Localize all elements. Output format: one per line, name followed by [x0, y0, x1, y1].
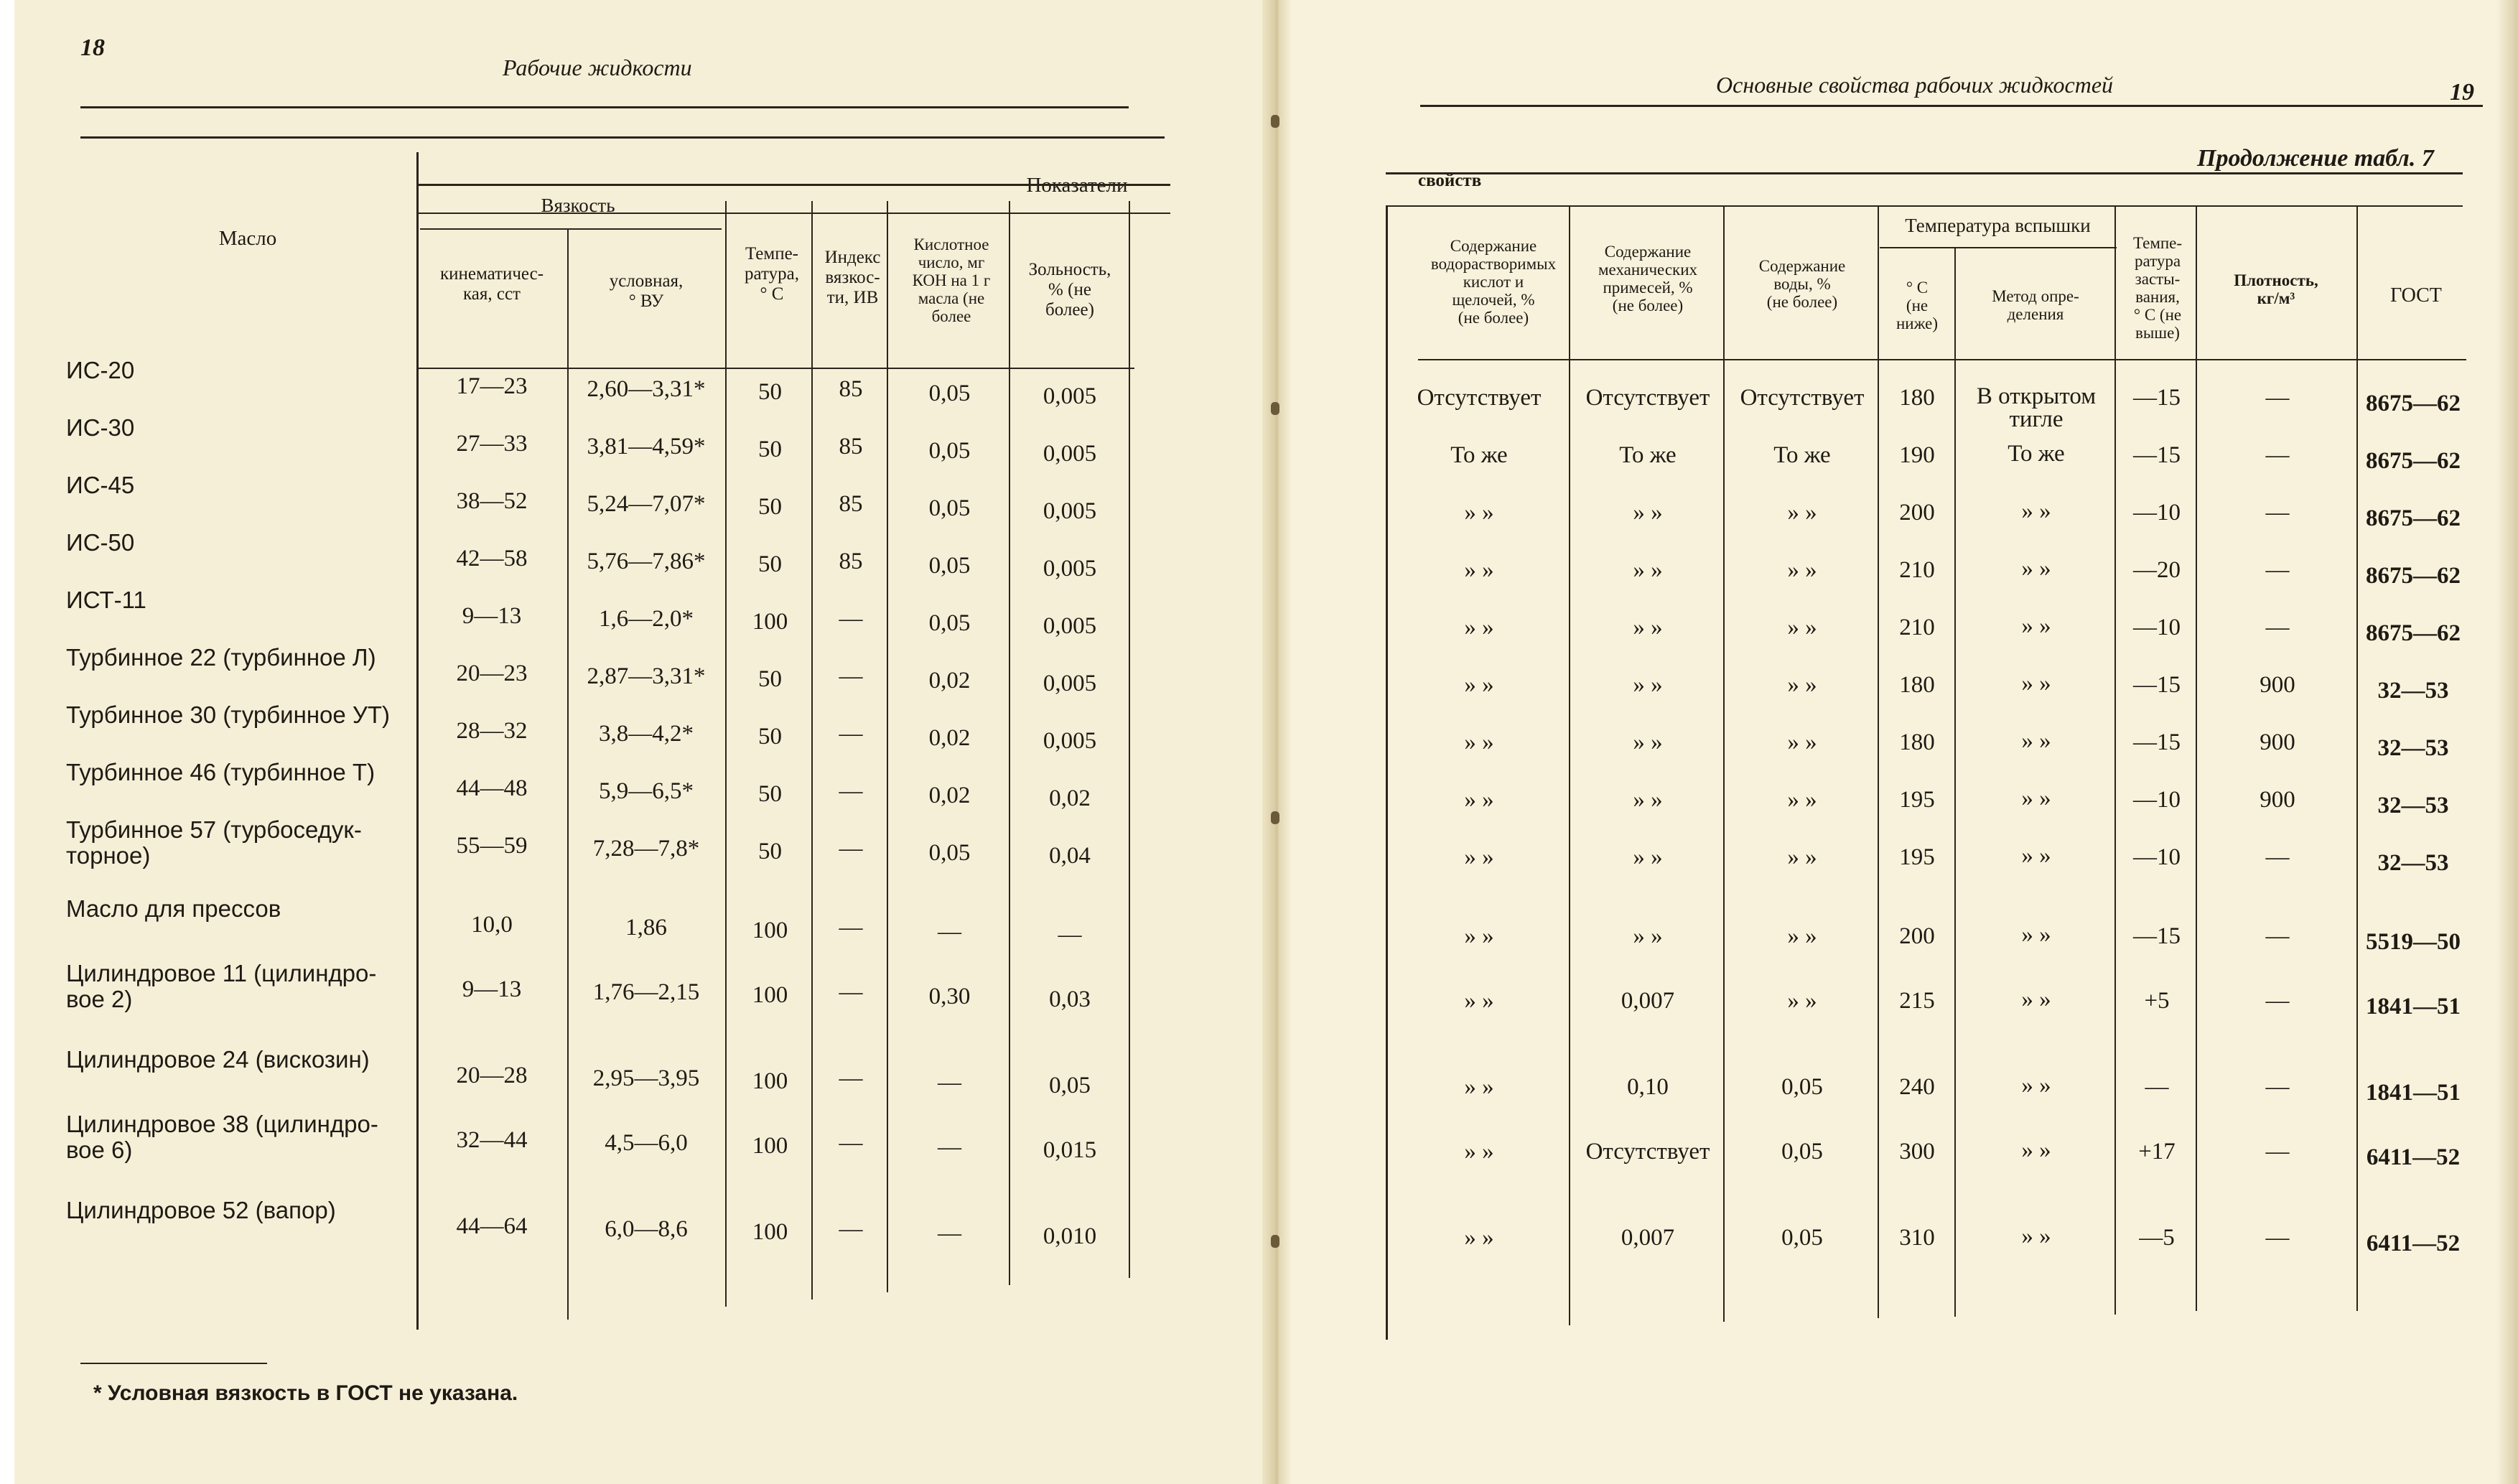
group-header-rule — [416, 184, 1170, 186]
col-divider — [2356, 205, 2358, 1311]
flash-point: 180 — [1899, 672, 1935, 698]
mechanical-impurities: 0,10 — [1627, 1074, 1669, 1100]
density: — — [2265, 1225, 2290, 1251]
table-top-rule — [1386, 172, 2463, 174]
ash-content: 0,02 — [1049, 785, 1091, 811]
binding-hole — [1271, 402, 1279, 415]
oil-name: Цилиндровое 11 (цилиндро- вое 2) — [66, 960, 377, 1012]
flash-point: 200 — [1899, 923, 1935, 949]
gost-number: 1841—51 — [2366, 994, 2461, 1019]
kinematic-viscosity: 38—52 — [456, 488, 528, 514]
water-content: » » — [1787, 844, 1817, 870]
col-header-flash-celsius: ° С (не ниже) — [1896, 279, 1939, 332]
water-soluble-acids: » » — [1464, 1074, 1494, 1100]
acid-number: 0,05 — [928, 495, 971, 521]
flash-point: 190 — [1899, 442, 1935, 468]
water-content: » » — [1787, 787, 1817, 813]
water-content: » » — [1787, 923, 1817, 949]
temperature-value: 50 — [758, 494, 782, 520]
ash-content: 0,05 — [1049, 1073, 1091, 1098]
kinematic-viscosity: 20—23 — [456, 661, 528, 686]
scan-margin — [0, 0, 16, 1484]
mechanical-impurities: Отсутствует — [1585, 385, 1710, 411]
oil-name: ИС-30 — [66, 414, 135, 441]
acid-number: 0,05 — [928, 553, 971, 579]
acid-number: 0,02 — [928, 725, 971, 751]
viscosity-index: — — [839, 778, 863, 804]
kinematic-viscosity: 28—32 — [456, 718, 528, 744]
density: — — [2265, 442, 2290, 468]
mechanical-impurities: То же — [1619, 442, 1677, 468]
mechanical-impurities: » » — [1633, 844, 1663, 870]
flash-point: 210 — [1899, 615, 1935, 640]
temperature-value: 50 — [758, 551, 782, 577]
gost-number: 32—53 — [2377, 678, 2449, 704]
mechanical-impurities: » » — [1633, 557, 1663, 583]
kinematic-viscosity: 42—58 — [456, 546, 528, 571]
ash-content: 0,005 — [1043, 613, 1097, 639]
pour-point: —10 — [2133, 615, 2181, 640]
oil-name: ИС-45 — [66, 472, 135, 498]
density: — — [2265, 1139, 2290, 1165]
gost-number: 8675—62 — [2366, 448, 2461, 474]
flash-point: 300 — [1899, 1139, 1935, 1165]
conditional-viscosity: 1,86 — [625, 915, 667, 941]
mechanical-impurities: » » — [1633, 615, 1663, 640]
header-rule — [1420, 105, 2483, 107]
oil-name: Цилиндровое 24 (вискозин) — [66, 1046, 370, 1073]
col-divider — [1954, 247, 1956, 1317]
col-header-water-soluble-acids: Содержание водорастворимых кислот и щелочей, % (не более) — [1430, 237, 1557, 327]
pour-point: —15 — [2133, 923, 2181, 949]
col-divider — [416, 152, 419, 1330]
oil-name: Турбинное 46 (турбинное Т) — [66, 759, 376, 785]
pour-point: —10 — [2133, 500, 2181, 526]
conditional-viscosity: 2,95—3,95 — [592, 1065, 700, 1091]
gost-number: 8675—62 — [2366, 620, 2461, 646]
flash-method: » » — [2021, 1073, 2051, 1098]
group-header-indicators: Показатели — [1026, 174, 1128, 197]
temperature-value: 50 — [758, 781, 782, 807]
density: — — [2265, 1074, 2290, 1100]
col-divider — [1386, 205, 1388, 1340]
conditional-viscosity: 2,87—3,31* — [587, 663, 706, 689]
viscosity-index: 85 — [839, 549, 863, 574]
mechanical-impurities: 0,007 — [1621, 1225, 1675, 1251]
density: — — [2265, 557, 2290, 583]
col-header-gost: ГОСТ — [2390, 284, 2442, 307]
temperature-value: 100 — [752, 982, 788, 1008]
flash-method: » » — [2021, 843, 2051, 869]
water-soluble-acids: » » — [1464, 615, 1494, 640]
viscosity-index: — — [839, 663, 863, 689]
oil-name: Турбинное 30 (турбинное УТ) — [66, 701, 391, 728]
water-content: 0,05 — [1781, 1225, 1823, 1251]
density: — — [2265, 500, 2290, 526]
col-divider — [887, 201, 888, 1292]
water-content: » » — [1787, 988, 1817, 1014]
pour-point: +17 — [2138, 1139, 2176, 1165]
pour-point: —5 — [2139, 1225, 2175, 1251]
water-content: Отсутствует — [1740, 385, 1865, 411]
acid-number: — — [938, 1221, 961, 1246]
ash-content: 0,03 — [1049, 986, 1091, 1012]
col-divider — [1569, 205, 1570, 1325]
water-content: » » — [1787, 729, 1817, 755]
oil-name: ИС-20 — [66, 357, 135, 383]
density: 900 — [2260, 672, 2295, 698]
flash-point: 195 — [1899, 787, 1935, 813]
flash-method: » » — [2021, 671, 2051, 696]
pour-point: —20 — [2133, 557, 2181, 583]
gost-number: 5519—50 — [2366, 929, 2461, 955]
density: — — [2265, 385, 2290, 411]
acid-number: 0,02 — [928, 668, 971, 694]
water-soluble-acids: » » — [1464, 1225, 1494, 1251]
flash-point: 180 — [1899, 385, 1935, 411]
acid-number: 0,02 — [928, 783, 971, 808]
col-divider — [2114, 205, 2116, 1315]
flash-point: 195 — [1899, 844, 1935, 870]
mechanical-impurities: » » — [1633, 500, 1663, 526]
temperature-value: 100 — [752, 1133, 788, 1159]
mechanical-impurities: » » — [1633, 923, 1663, 949]
oil-name: Цилиндровое 38 (цилиндро- вое 6) — [66, 1111, 378, 1163]
flash-rule — [1880, 247, 2117, 248]
gost-number: 32—53 — [2377, 735, 2449, 761]
page-edge — [2496, 0, 2518, 1484]
temperature-value: 50 — [758, 437, 782, 462]
mechanical-impurities: » » — [1633, 787, 1663, 813]
conditional-viscosity: 3,81—4,59* — [587, 434, 706, 459]
temperature-value: 50 — [758, 724, 782, 750]
table-continuation: Продолжение табл. 7 — [2197, 145, 2434, 172]
density: — — [2265, 988, 2290, 1014]
col-header-viscosity-index: Индекс вязкос- ти, ИВ — [824, 248, 881, 307]
flash-point: 210 — [1899, 557, 1935, 583]
water-soluble-acids: » » — [1464, 1139, 1494, 1165]
viscosity-index: — — [839, 721, 863, 747]
temperature-value: 100 — [752, 1068, 788, 1094]
left-running-title: Рабочие жидкости — [503, 55, 692, 80]
water-soluble-acids: » » — [1464, 844, 1494, 870]
temperature-value: 100 — [752, 918, 788, 943]
water-content: » » — [1787, 500, 1817, 526]
col-header-oil: Масло — [218, 227, 277, 250]
col-header-density: Плотность, кг/м³ — [2234, 271, 2318, 307]
ash-content: 0,005 — [1043, 556, 1097, 582]
flash-method: » » — [2021, 922, 2051, 948]
ash-content: — — [1058, 922, 1082, 948]
ash-content: 0,005 — [1043, 498, 1097, 524]
col-divider — [725, 201, 727, 1307]
viscosity-index: — — [839, 1065, 863, 1091]
flash-method: » » — [2021, 1137, 2051, 1163]
viscosity-index: — — [839, 1130, 863, 1156]
group-header-properties: свойств — [1418, 171, 1482, 190]
ash-content: 0,005 — [1043, 671, 1097, 696]
gost-number: 1841—51 — [2366, 1080, 2461, 1106]
ash-content: 0,04 — [1049, 843, 1091, 869]
acid-number: 0,30 — [928, 984, 971, 1009]
gost-number: 6411—52 — [2366, 1231, 2461, 1256]
water-soluble-acids: » » — [1464, 729, 1494, 755]
flash-method: » » — [2021, 785, 2051, 811]
acid-number: 0,05 — [928, 438, 971, 464]
conditional-viscosity: 2,60—3,31* — [587, 376, 706, 402]
water-content: » » — [1787, 672, 1817, 698]
oil-name: ИСТ-11 — [66, 587, 146, 613]
col-header-acid-number: Кислотное число, мг КОН на 1 г масла (не более — [912, 235, 991, 325]
conditional-viscosity: 5,76—7,86* — [587, 549, 706, 574]
mechanical-impurities: » » — [1633, 729, 1663, 755]
flash-method: » » — [2021, 498, 2051, 524]
oil-name: Турбинное 57 (турбоседук- торное) — [66, 816, 362, 869]
density: 900 — [2260, 787, 2295, 813]
col-header-kinematic: кинематичес- кая, сст — [439, 264, 544, 304]
acid-number: 0,05 — [928, 610, 971, 636]
gost-number: 8675—62 — [2366, 505, 2461, 531]
pour-point: —15 — [2133, 385, 2181, 411]
acid-number: — — [938, 1070, 961, 1096]
col-header-ash: Зольность, % (не более) — [1028, 260, 1111, 319]
kinematic-viscosity: 9—13 — [462, 976, 522, 1002]
col-divider — [1723, 205, 1725, 1322]
flash-point: 200 — [1899, 500, 1935, 526]
viscosity-rule — [420, 228, 722, 230]
viscosity-index: 85 — [839, 376, 863, 402]
temperature-value: 50 — [758, 379, 782, 405]
flash-method: » » — [2021, 1223, 2051, 1249]
viscosity-index: 85 — [839, 491, 863, 517]
water-soluble-acids: » » — [1464, 672, 1494, 698]
mechanical-impurities: Отсутствует — [1585, 1139, 1710, 1165]
col-divider — [811, 201, 813, 1299]
water-content: 0,05 — [1781, 1074, 1823, 1100]
conditional-viscosity: 1,76—2,15 — [592, 979, 700, 1005]
col-header-method: Метод опре- деления — [1992, 287, 2079, 323]
viscosity-index: — — [839, 1216, 863, 1242]
water-soluble-acids: » » — [1464, 557, 1494, 583]
mechanical-impurities: 0,007 — [1621, 988, 1675, 1014]
viscosity-index: — — [839, 979, 863, 1005]
col-divider — [2196, 205, 2197, 1311]
density: 900 — [2260, 729, 2295, 755]
conditional-viscosity: 1,6—2,0* — [599, 606, 694, 632]
water-content: 0,05 — [1781, 1139, 1823, 1165]
oil-name: Масло для прессов — [66, 895, 281, 922]
ash-content: 0,010 — [1043, 1223, 1097, 1249]
col-header-conditional: условная, ° ВУ — [609, 271, 684, 311]
gost-number: 32—53 — [2377, 850, 2449, 876]
col-divider — [567, 228, 569, 1320]
col-divider — [1009, 201, 1010, 1285]
conditional-viscosity: 5,24—7,07* — [587, 491, 706, 517]
gost-number: 6411—52 — [2366, 1144, 2461, 1170]
water-content: То же — [1773, 442, 1831, 468]
flash-point: 215 — [1899, 988, 1935, 1014]
acid-number: — — [938, 919, 961, 945]
gost-number: 8675—62 — [2366, 391, 2461, 416]
water-soluble-acids: Отсутствует — [1417, 385, 1542, 411]
flash-point: 310 — [1899, 1225, 1935, 1251]
conditional-viscosity: 5,9—6,5* — [599, 778, 694, 804]
water-soluble-acids: » » — [1464, 500, 1494, 526]
kinematic-viscosity: 55—59 — [456, 833, 528, 859]
col-divider — [1129, 201, 1130, 1278]
density: — — [2265, 615, 2290, 640]
binding-hole — [1271, 115, 1279, 128]
oil-name: Турбинное 22 (турбинное Л) — [66, 644, 376, 671]
ash-content: 0,005 — [1043, 441, 1097, 467]
acid-number: 0,05 — [928, 381, 971, 406]
col-divider — [1878, 205, 1879, 1318]
mechanical-impurities: » » — [1633, 672, 1663, 698]
conditional-viscosity: 6,0—8,6 — [605, 1216, 688, 1242]
book-gutter — [1262, 0, 1291, 1484]
water-content: » » — [1787, 557, 1817, 583]
pour-point: —15 — [2133, 729, 2181, 755]
viscosity-index: 85 — [839, 434, 863, 459]
footnote-rule — [80, 1363, 267, 1364]
density: — — [2265, 923, 2290, 949]
right-page-number: 19 — [2450, 79, 2474, 106]
density: — — [2265, 844, 2290, 870]
water-soluble-acids: То же — [1450, 442, 1508, 468]
kinematic-viscosity: 44—48 — [456, 775, 528, 801]
acid-number: 0,05 — [928, 840, 971, 866]
flash-method: В открытом тигле — [1976, 383, 2097, 432]
ash-content: 0,005 — [1043, 728, 1097, 754]
pour-point: —15 — [2133, 672, 2181, 698]
gost-number: 32—53 — [2377, 793, 2449, 818]
conditional-viscosity: 4,5—6,0 — [605, 1130, 688, 1156]
flash-method: » » — [2021, 613, 2051, 639]
pour-point: — — [2145, 1074, 2169, 1100]
flash-method: » » — [2021, 556, 2051, 582]
ash-content: 0,015 — [1043, 1137, 1097, 1163]
kinematic-viscosity: 9—13 — [462, 603, 522, 629]
water-soluble-acids: » » — [1464, 923, 1494, 949]
flash-point: 240 — [1899, 1074, 1935, 1100]
col-header-viscosity: Вязкость — [541, 195, 615, 216]
col-header-mechanical-impurities: Содержание механических примесей, % (не более) — [1598, 243, 1698, 314]
kinematic-viscosity: 27—33 — [456, 431, 528, 457]
temperature-value: 50 — [758, 839, 782, 864]
water-content: » » — [1787, 615, 1817, 640]
binding-hole — [1271, 1235, 1279, 1248]
col-header-water-content: Содержание воды, % (не более) — [1758, 257, 1846, 311]
gost-number: 8675—62 — [2366, 563, 2461, 589]
kinematic-viscosity: 20—28 — [456, 1063, 528, 1088]
temperature-value: 50 — [758, 666, 782, 692]
col-header-pour-point: Темпе- ратура засты- вания, ° С (не выше) — [2132, 234, 2183, 342]
right-running-title: Основные свойства рабочих жидкостей — [1716, 72, 2114, 98]
kinematic-viscosity: 32—44 — [456, 1127, 528, 1153]
kinematic-viscosity: 17—23 — [456, 373, 528, 399]
kinematic-viscosity: 10,0 — [471, 912, 513, 938]
group-header-rule — [1386, 205, 2463, 207]
col-header-flash-point: Температура вспышки — [1905, 215, 2091, 236]
water-soluble-acids: » » — [1464, 988, 1494, 1014]
pour-point: +5 — [2144, 988, 2170, 1014]
water-soluble-acids: » » — [1464, 787, 1494, 813]
binding-hole — [1271, 811, 1279, 824]
flash-method: То же — [2008, 441, 2065, 467]
viscosity-index: — — [839, 836, 863, 862]
acid-number: — — [938, 1134, 961, 1160]
ash-content: 0,005 — [1043, 383, 1097, 409]
conditional-viscosity: 7,28—7,8* — [592, 836, 700, 862]
pour-point: —15 — [2133, 442, 2181, 468]
flash-method: » » — [2021, 728, 2051, 754]
temperature-value: 100 — [752, 1219, 788, 1245]
pour-point: —10 — [2133, 787, 2181, 813]
pour-point: —10 — [2133, 844, 2181, 870]
flash-method: » » — [2021, 986, 2051, 1012]
left-page-number: 18 — [80, 34, 105, 61]
temperature-value: 100 — [752, 609, 788, 635]
header-rule — [80, 106, 1129, 108]
table-top-rule — [80, 136, 1165, 139]
oil-name: ИС-50 — [66, 529, 135, 556]
kinematic-viscosity: 44—64 — [456, 1213, 528, 1239]
conditional-viscosity: 3,8—4,2* — [599, 721, 694, 747]
flash-point: 180 — [1899, 729, 1935, 755]
footnote: * Условная вязкость в ГОСТ не указана. — [93, 1381, 518, 1405]
oil-name: Цилиндровое 52 (вапор) — [66, 1197, 336, 1223]
header-bottom-rule — [1418, 359, 2466, 360]
col-header-temperature: Темпе- ратура, ° С — [745, 244, 799, 304]
header-bottom-rule — [416, 368, 1134, 369]
viscosity-index: — — [839, 606, 863, 632]
viscosity-index: — — [839, 915, 863, 941]
